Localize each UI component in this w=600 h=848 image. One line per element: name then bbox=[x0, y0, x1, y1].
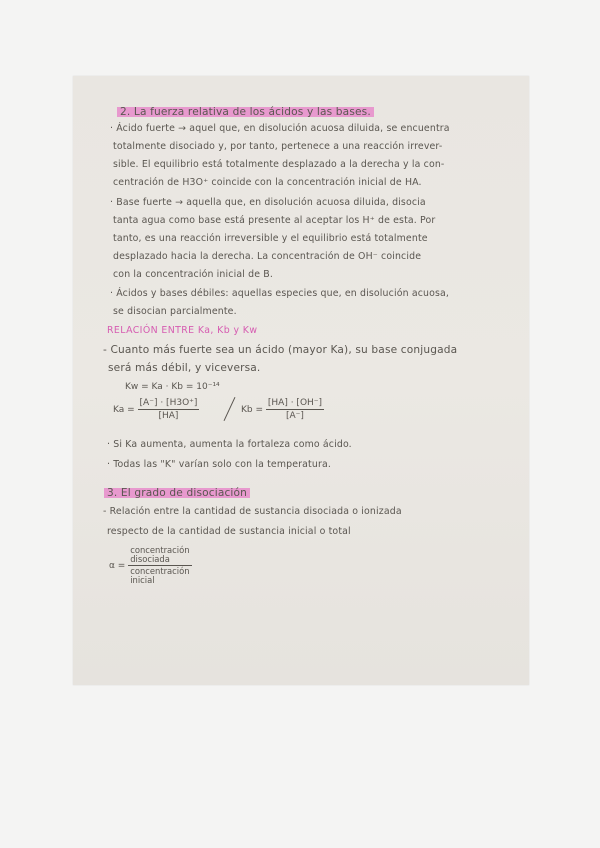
weak-line-2: se disocian parcialmente. bbox=[113, 306, 237, 317]
alpha-denominator bbox=[128, 566, 191, 585]
alpha-denominator-line-1: concentración bbox=[130, 566, 190, 576]
formula-separator bbox=[224, 397, 236, 421]
alpha-numerator bbox=[128, 546, 191, 566]
relation-line-1: - Cuanto más fuerte sea un ácido (mayor Ka), su base conjugada bbox=[103, 344, 458, 356]
section-3-line-2: respecto de la cantidad de sustancia inicial o total bbox=[107, 526, 351, 537]
alpha-label: α = bbox=[109, 561, 126, 571]
kb-fraction bbox=[266, 398, 324, 421]
section-3-line-1: - Relación entre la cantidad de sustancia disociada o ionizada bbox=[103, 506, 402, 517]
alpha-formula bbox=[109, 546, 192, 585]
section-2-title: 2. La fuerza relativa de los ácidos y las bases. bbox=[117, 106, 374, 118]
strong-base-line-3: tanto, es una reacción irreversible y el equilibrio está totalmente bbox=[113, 233, 428, 244]
kb-numerator: [HA] · [OH⁻] bbox=[267, 398, 323, 408]
strong-base-line-4: desplazado hacia la derecha. La concentración de OH⁻ coincide bbox=[113, 251, 422, 262]
kb-formula bbox=[241, 398, 324, 421]
k-temperature-bullet: · Todas las "K" varían solo con la temperatura. bbox=[107, 459, 331, 470]
strong-acid-line-2: totalmente disociado y, por tanto, pertenece a una reacción irrever- bbox=[113, 141, 443, 152]
section-3-title: 3. El grado de disociación bbox=[104, 487, 250, 499]
ka-denominator: [HA] bbox=[158, 411, 179, 421]
alpha-denominator-line-2: inicial bbox=[130, 575, 155, 585]
kw-equation: Kw = Ka · Kb = 10⁻¹⁴ bbox=[125, 382, 220, 392]
weak-line-1: · Ácidos y bases débiles: aquellas especies que, en disolución acuosa, bbox=[110, 288, 450, 299]
ka-fraction bbox=[138, 398, 200, 421]
strong-base-line-5: con la concentración inicial de B. bbox=[113, 269, 273, 280]
strong-acid-line-4: centración de H3O⁺ coincide con la concentración inicial de HA. bbox=[113, 177, 422, 188]
strong-acid-line-3: sible. El equilibrio está totalmente desplazado a la derecha y la con- bbox=[113, 159, 445, 170]
strong-base-line-2: tanta agua como base está presente al aceptar los H⁺ de esta. Por bbox=[113, 215, 436, 226]
strong-acid-line-1: · Ácido fuerte → aquel que, en disolución acuosa diluida, se encuentra bbox=[110, 123, 450, 134]
notebook-page bbox=[73, 76, 529, 685]
alpha-numerator-line-2: disociada bbox=[130, 554, 170, 564]
alpha-numerator-line-1: concentración bbox=[130, 545, 190, 555]
relation-line-2: será más débil, y viceversa. bbox=[108, 362, 261, 374]
ka-label: Ka = bbox=[113, 405, 135, 415]
strong-base-line-1: · Base fuerte → aquella que, en disolución acuosa diluida, disocia bbox=[110, 197, 426, 208]
ka-bullet: · Si Ka aumenta, aumenta la fortaleza como ácido. bbox=[107, 439, 352, 450]
kb-denominator: [A⁻] bbox=[286, 411, 304, 421]
kb-label: Kb = bbox=[241, 405, 264, 415]
ka-numerator: [A⁻] · [H3O⁺] bbox=[139, 398, 198, 408]
alpha-fraction bbox=[128, 546, 191, 585]
relation-heading: RELACIÓN ENTRE Ka, Kb y Kw bbox=[107, 325, 258, 336]
ka-formula bbox=[113, 398, 199, 421]
